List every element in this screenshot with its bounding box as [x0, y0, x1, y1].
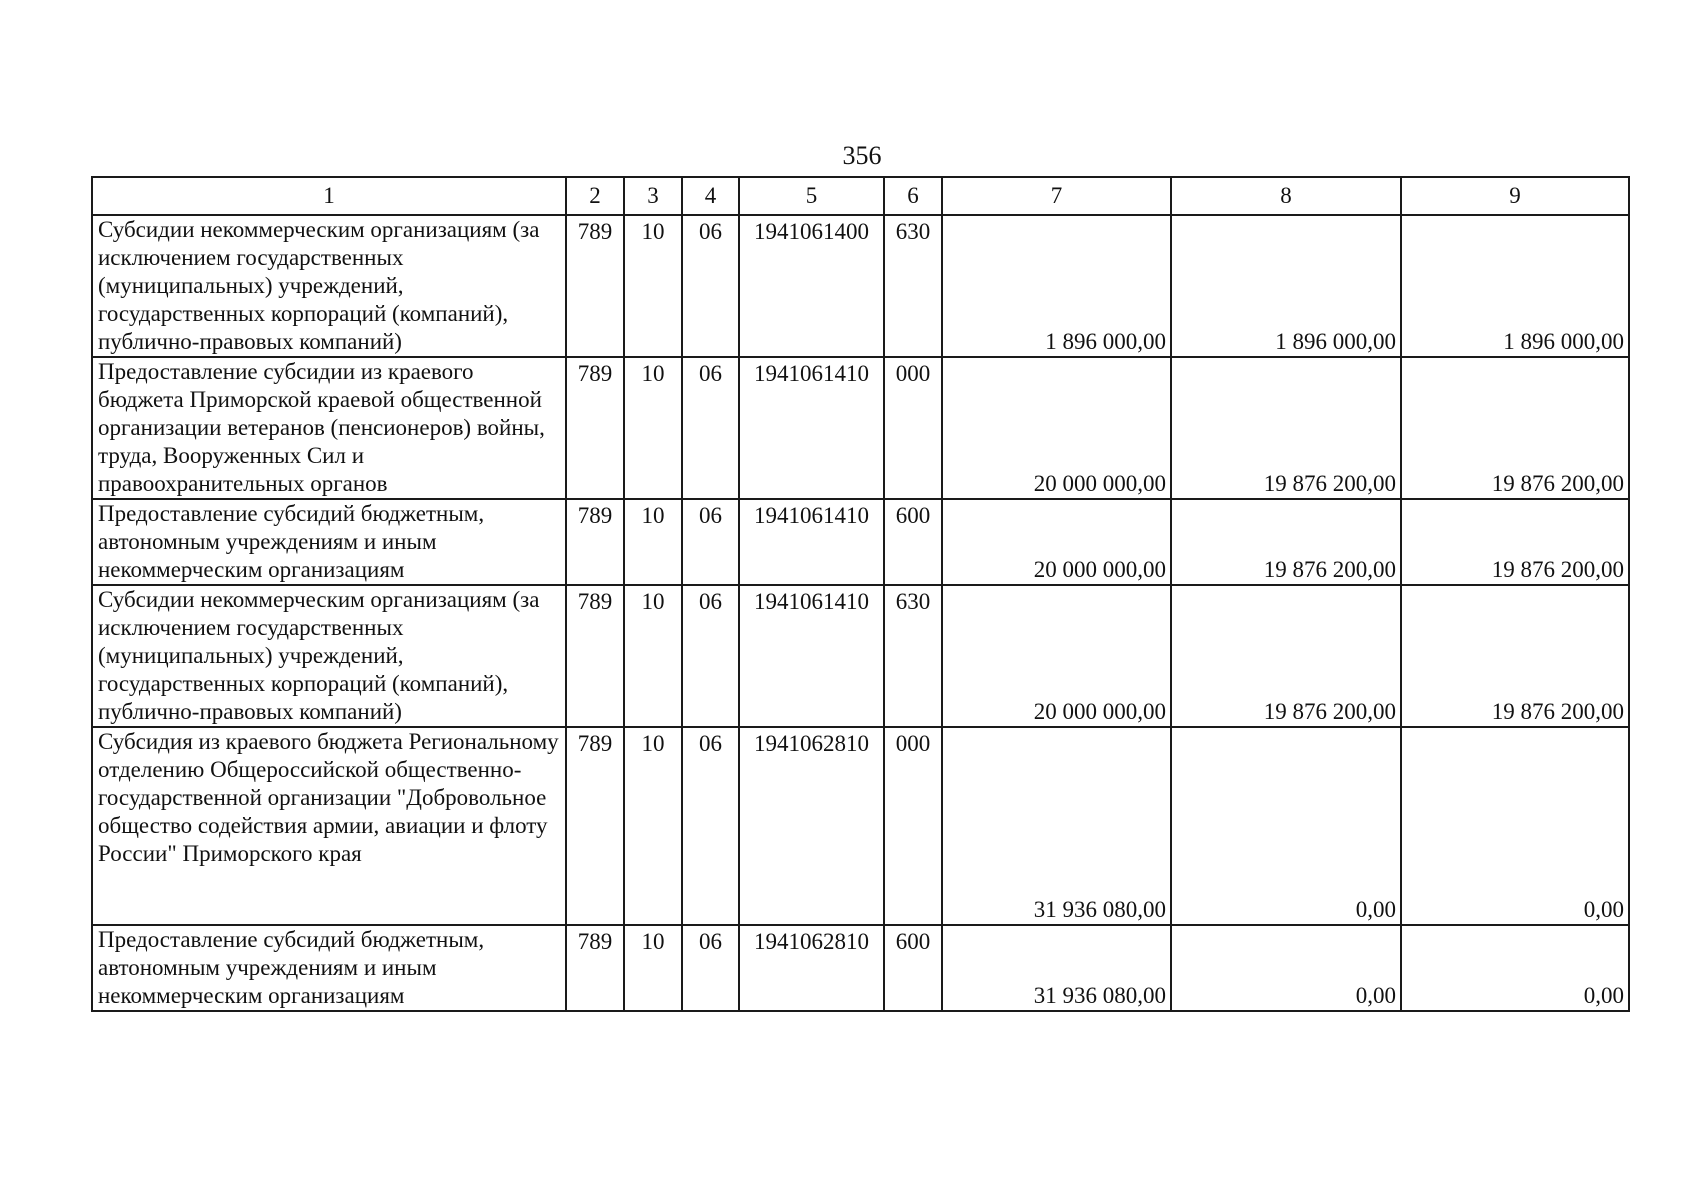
- row-code-3: 10: [624, 499, 682, 585]
- row-code-5: 1941061400: [739, 215, 884, 357]
- row-code-5: 1941062810: [739, 925, 884, 1011]
- row-code-4: 06: [682, 215, 739, 357]
- column-header-6: 6: [884, 177, 942, 215]
- row-amount-9: 19 876 200,00: [1401, 499, 1629, 585]
- column-header-5: 5: [739, 177, 884, 215]
- row-amount-9: 0,00: [1401, 727, 1629, 925]
- row-amount-7: 20 000 000,00: [942, 357, 1171, 499]
- row-code-5: 1941062810: [739, 727, 884, 925]
- row-amount-8: 0,00: [1171, 925, 1401, 1011]
- row-name: Субсидия из краевого бюджета Региональному отделению Общероссийской общественно-государственной организации "Добровольное общество содействия армии, авиации и флоту России" Приморского края: [92, 727, 566, 925]
- row-name: Субсидии некоммерческим организациям (за исключением государственных (муниципальных) учреждений, государственных корпораций (компаний), публично-правовых компаний): [92, 215, 566, 357]
- row-amount-8: 19 876 200,00: [1171, 357, 1401, 499]
- column-header-8: 8: [1171, 177, 1401, 215]
- row-amount-7: 1 896 000,00: [942, 215, 1171, 357]
- row-name: Предоставление субсидий бюджетным, автономным учреждениям и иным некоммерческим организациям: [92, 925, 566, 1011]
- column-header-4: 4: [682, 177, 739, 215]
- column-header-9: 9: [1401, 177, 1629, 215]
- row-code-3: 10: [624, 727, 682, 925]
- row-amount-8: 1 896 000,00: [1171, 215, 1401, 357]
- table-row: [92, 499, 1629, 585]
- row-code-6: 630: [884, 585, 942, 727]
- table-body: [92, 215, 1629, 1011]
- column-header-2: 2: [566, 177, 624, 215]
- table-row: [92, 215, 1629, 357]
- row-amount-9: 19 876 200,00: [1401, 357, 1629, 499]
- row-code-6: 000: [884, 727, 942, 925]
- table-row: [92, 357, 1629, 499]
- table-header: [92, 177, 1629, 215]
- row-code-4: 06: [682, 499, 739, 585]
- row-amount-7: 20 000 000,00: [942, 585, 1171, 727]
- row-code-4: 06: [682, 585, 739, 727]
- row-amount-9: 1 896 000,00: [1401, 215, 1629, 357]
- header-row: [92, 177, 1629, 215]
- row-code-2: 789: [566, 585, 624, 727]
- row-amount-7: 31 936 080,00: [942, 727, 1171, 925]
- column-header-3: 3: [624, 177, 682, 215]
- row-code-2: 789: [566, 925, 624, 1011]
- table-row: [92, 585, 1629, 727]
- row-code-4: 06: [682, 727, 739, 925]
- row-code-3: 10: [624, 357, 682, 499]
- column-header-7: 7: [942, 177, 1171, 215]
- row-code-6: 600: [884, 925, 942, 1011]
- table-row: [92, 925, 1629, 1011]
- row-name: Предоставление субсидии из краевого бюджета Приморской краевой общественной организации ветеранов (пенсионеров) войны, труда, Вооруженных Сил и правоохранительных органов: [92, 357, 566, 499]
- row-amount-7: 20 000 000,00: [942, 499, 1171, 585]
- row-code-3: 10: [624, 215, 682, 357]
- row-code-5: 1941061410: [739, 357, 884, 499]
- row-code-6: 630: [884, 215, 942, 357]
- row-code-5: 1941061410: [739, 499, 884, 585]
- column-header-1: 1: [92, 177, 566, 215]
- budget-table: [91, 176, 1630, 1012]
- page-number: 356: [842, 141, 882, 170]
- row-code-3: 10: [624, 585, 682, 727]
- row-amount-8: 19 876 200,00: [1171, 585, 1401, 727]
- row-code-6: 600: [884, 499, 942, 585]
- row-name: Субсидии некоммерческим организациям (за исключением государственных (муниципальных) учреждений, государственных корпораций (компаний), публично-правовых компаний): [92, 585, 566, 727]
- row-code-6: 000: [884, 357, 942, 499]
- table-row: [92, 727, 1629, 925]
- row-amount-9: 0,00: [1401, 925, 1629, 1011]
- row-code-5: 1941061410: [739, 585, 884, 727]
- row-code-4: 06: [682, 925, 739, 1011]
- row-name: Предоставление субсидий бюджетным, автономным учреждениям и иным некоммерческим организациям: [92, 499, 566, 585]
- row-amount-7: 31 936 080,00: [942, 925, 1171, 1011]
- row-amount-9: 19 876 200,00: [1401, 585, 1629, 727]
- row-code-3: 10: [624, 925, 682, 1011]
- row-code-2: 789: [566, 499, 624, 585]
- row-amount-8: 19 876 200,00: [1171, 499, 1401, 585]
- row-code-2: 789: [566, 215, 624, 357]
- row-code-2: 789: [566, 727, 624, 925]
- row-amount-8: 0,00: [1171, 727, 1401, 925]
- row-code-4: 06: [682, 357, 739, 499]
- row-code-2: 789: [566, 357, 624, 499]
